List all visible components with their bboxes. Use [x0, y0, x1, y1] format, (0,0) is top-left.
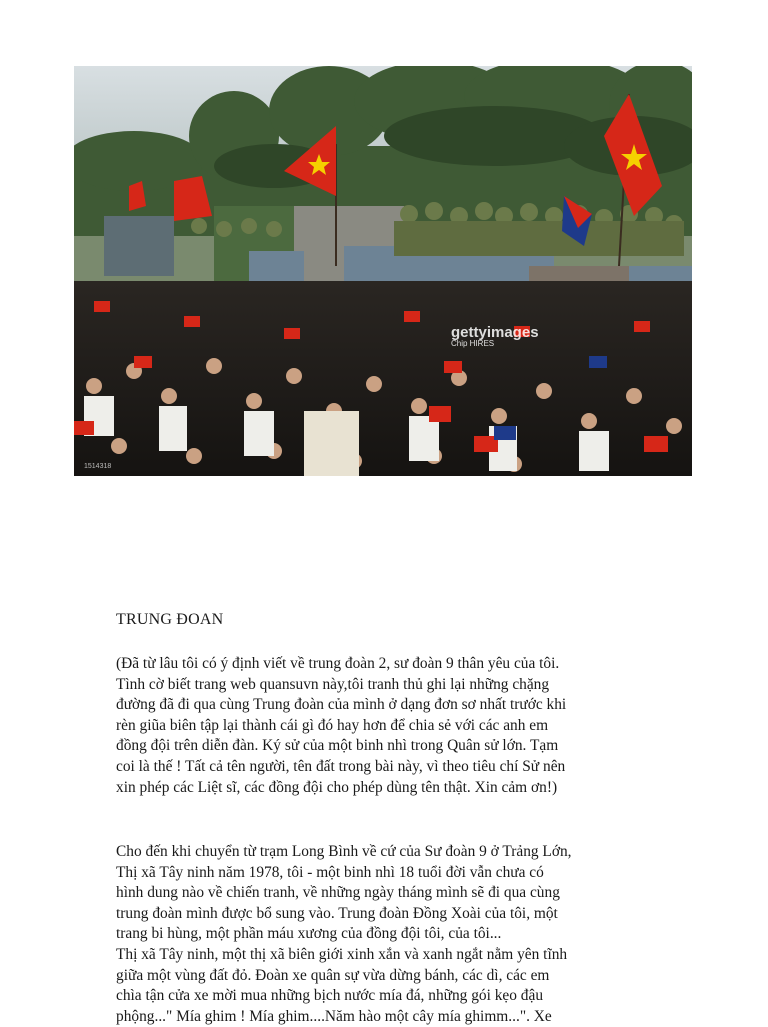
watermark-credit: Chip HIRES	[451, 339, 495, 348]
text-line: Thị xã Tây ninh, một thị xã biên giới xinh xắn và xanh ngắt nằm yên tĩnh	[116, 945, 568, 963]
text-line: đường đã đi qua cùng Trung đoàn của mình ở dạng đơn sơ nhất trước khi	[116, 696, 567, 714]
body-paragraph	[116, 842, 676, 1027]
document-title: TRUNG ĐOAN	[116, 611, 224, 628]
text-line: Tình cờ biết trang web quansuvn này,tôi tranh thủ ghi lại những chặng	[116, 675, 550, 693]
watermark-brand: gettyimages	[451, 324, 539, 341]
intro-paragraph	[116, 654, 676, 798]
text-line: Cho đến khi chuyển từ trạm Long Bình về cứ của Sư đoàn 9 ở Trảng Lớn,	[116, 843, 572, 860]
photo-id: 1514318	[84, 463, 112, 470]
text-line: (Đã từ lâu tôi có ý định viết về trung đoàn 2, sư đoàn 9 thân yêu của tôi.	[116, 655, 560, 672]
watermark	[451, 324, 539, 348]
text-line: trang bi hùng, một phần máu xương của đồng đội tôi, của tôi...	[116, 925, 502, 943]
text-line: phộng..." Mía ghim ! Mía ghim....Năm hào một cây mía ghimm...". Xe	[116, 1007, 552, 1025]
text-line: xin phép các Liệt sĩ, các đồng đội cho phép dùng tên thật. Xin cảm ơn!)	[116, 778, 558, 796]
text-line: rèn giũa biên tập lại thành cái gì đó hay hơn để chia sẻ với các anh em	[116, 716, 549, 734]
text-line: Thị xã Tây ninh năm 1978, tôi - một binh nhì 18 tuổi đời vẫn chưa có	[116, 863, 544, 881]
text-line: đồng đội trên diễn đàn. Ký sử của một binh nhì trong Quân sử lớn. Tạm	[116, 737, 559, 755]
news-photo	[74, 66, 692, 476]
text-line: coi là thế ! Tất cả tên người, tên đất trong bài này, vì theo tiêu chí Sử nên	[116, 757, 566, 775]
text-line: trung đoàn mình được bổ sung vào. Trung đoàn Đồng Xoài của tôi, một	[116, 904, 558, 922]
text-line: hình dung nào về chiến tranh, về những ngày tháng mình sẽ đi qua cùng	[116, 884, 560, 902]
text-line: chìa tận cửa xe mời mua những bịch nước mía đá, những gói kẹo đậu	[116, 987, 544, 1005]
text-line: giữa một vùng đất đỏ. Đoàn xe quân sự vừa dừng bánh, các dì, các em	[116, 966, 550, 984]
